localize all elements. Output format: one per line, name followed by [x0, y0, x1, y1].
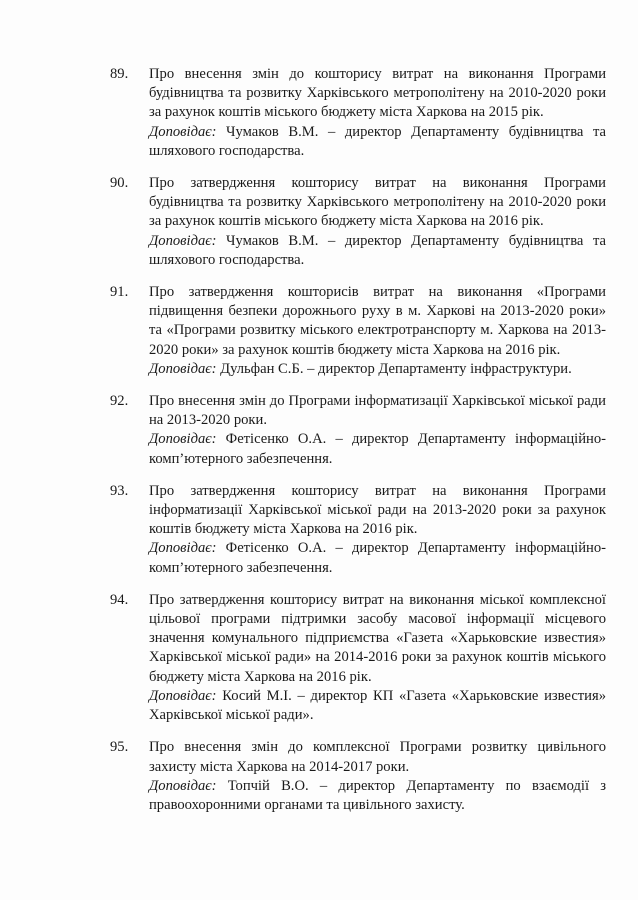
item-title: Про затвердження кошторисів витрат на виконання «Програми підвищення безпеки дорожнього руху в м. Харкові на 2013-2020 роки» та «Програми розвитку міського електротранспорту м. Харкова на 2013-2020 роки» за рахунок коштів бюджету міста Харкова на 2016 рік.	[149, 284, 606, 358]
speaker-label: Доповідає:	[149, 777, 217, 794]
agenda-item-89	[108, 65, 606, 161]
speaker-text: Дульфан С.Б. – директор Департаменту інфраструктури.	[216, 360, 572, 377]
item-speaker	[149, 232, 606, 270]
speaker-label: Доповідає:	[149, 687, 217, 704]
item-title: Про внесення змін до Програми інформатизації Харківської міської ради на 2013-2020 роки.	[149, 393, 606, 429]
item-speaker	[149, 687, 606, 725]
speaker-label: Доповідає:	[149, 540, 217, 557]
item-number: 93.	[110, 482, 129, 499]
item-number: 95.	[110, 739, 129, 756]
speaker-text: Фетісенко О.А. – директор Департаменту інформаційно-комп’ютерного забезпечення.	[149, 431, 606, 467]
item-number: 90.	[110, 175, 129, 192]
agenda-item-95	[108, 738, 606, 815]
item-number: 94.	[110, 591, 129, 608]
speaker-text: Фетісенко О.А. – директор Департаменту інформаційно-комп’ютерного забезпечення.	[149, 540, 606, 576]
agenda-item-92	[108, 392, 606, 469]
item-speaker	[149, 777, 606, 815]
speaker-label: Доповідає:	[149, 360, 217, 377]
speaker-label: Доповідає:	[149, 232, 217, 249]
item-speaker	[149, 539, 606, 577]
item-speaker	[149, 123, 606, 161]
item-speaker	[149, 360, 606, 379]
item-title: Про внесення змін до кошторису витрат на виконання Програми будівництва та розвитку Харківського метрополітену на 2010-2020 роки за рахунок коштів міського бюджету міста Харкова на 2015 рік.	[149, 66, 606, 121]
item-number: 89.	[110, 66, 129, 82]
item-title: Про затвердження кошторису витрат на виконання міської комплексної цільової програми підтримки засобу масової інформації місцевого значення комунального підприємства «Газета «Харьковские известия» Харківської міської ради» на 2014-2016 роки за рахунок коштів міського бюджету міста Харкова на 2016 рік.	[149, 591, 606, 685]
item-number: 92.	[110, 393, 129, 410]
agenda-item-91	[108, 283, 606, 379]
speaker-text: Чумаков В.М. – директор Департаменту будівництва та шляхового господарства.	[149, 232, 606, 268]
item-number: 91.	[110, 284, 129, 301]
item-title: Про затвердження кошторису витрат на виконання Програми інформатизації Харківської міської ради на 2013-2020 роки за рахунок коштів бюджету міста Харкова на 2016 рік.	[149, 482, 606, 538]
agenda-item-90	[108, 174, 606, 270]
speaker-label: Доповідає:	[149, 431, 217, 448]
speaker-text: Чумаков В.М. – директор Департаменту будівництва та шляхового господарства.	[149, 123, 606, 159]
item-speaker	[149, 430, 606, 468]
speaker-text: Топчій В.О. – директор Департаменту по взаємодії з правоохоронними органами та цивільного захисту.	[149, 777, 606, 813]
speaker-label: Доповідає:	[149, 123, 217, 140]
item-title: Про внесення змін до комплексної Програми розвитку цивільного захисту міста Харкова на 2014-2017 роки.	[149, 739, 606, 775]
item-title: Про затвердження кошторису витрат на виконання Програми будівництва та розвитку Харківського метрополітену на 2010-2020 роки за рахунок коштів міського бюджету міста Харкова на 2016 рік.	[149, 175, 606, 230]
agenda-item-93	[108, 482, 606, 578]
speaker-text: Косий М.І. – директор КП «Газета «Харьковские известия» Харківської міської ради».	[149, 687, 606, 724]
agenda-item-94	[108, 591, 606, 725]
agenda-list	[108, 65, 606, 828]
